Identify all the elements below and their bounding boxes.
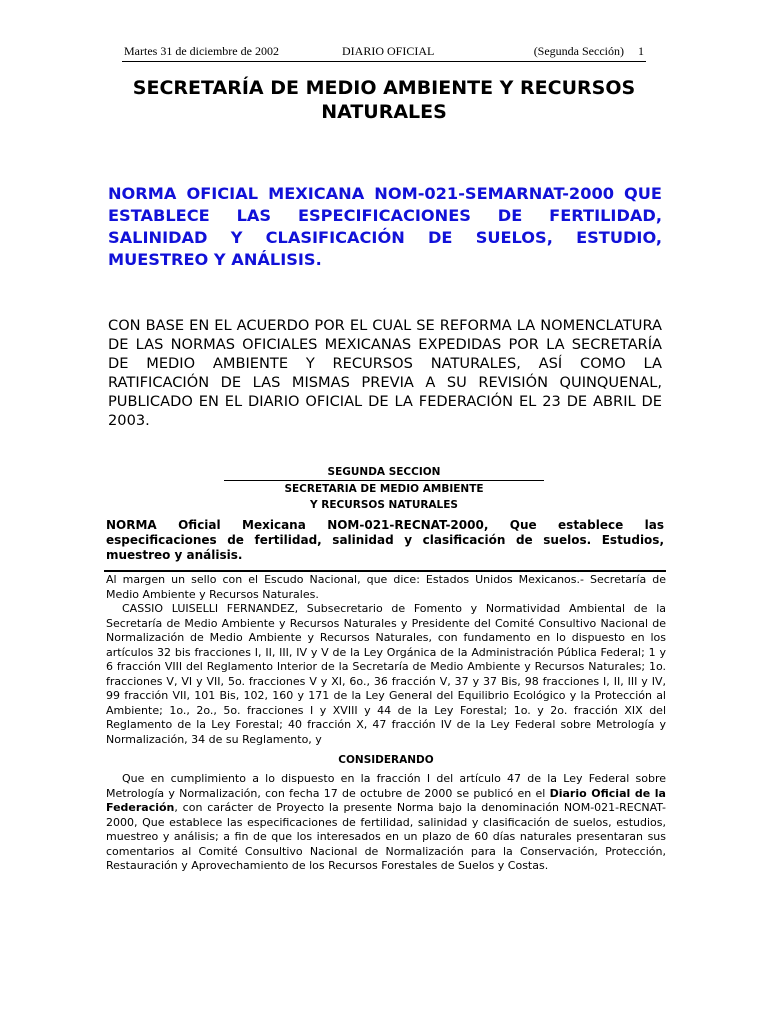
header-publication: DIARIO OFICIAL: [342, 44, 435, 58]
dof-reference: Diario Oficial de la Federación: [106, 786, 666, 814]
considerando-text-1: Que en cumplimiento a lo dispuesto en la fracción I del artículo 47 de la Ley Federal sobre Metrología y Normalización, con fecha 17 de octubre de 2000 se publicó en el: [106, 772, 666, 800]
agency-line-1: SECRETARIA DE MEDIO AMBIENTE: [284, 483, 484, 495]
body-text: [106, 573, 666, 874]
seal-paragraph: Al margen un sello con el Escudo Nacional, que dice: Estados Unidos Mexicanos.- Secretaría de Medio Ambiente y Recursos Naturales.: [106, 573, 666, 601]
authority-paragraph: CASSIO LUISELLI FERNANDEZ, Subsecretario de Fomento y Normatividad Ambiental de la Secretaría de Medio Ambiente y Recursos Naturales y Presidente del Comité Consultivo Nacional de Normalización de Medio Ambiente y Recursos Naturales, con fundamento en lo dispuesto en los artículos 32 bis fracciones I, II, III, IV y V de la Ley Orgánica de la Administración Pública Federal; 1 y 6 fracción VIII del Reglamento Interior de la Secretaría de Medio Ambiente y Recursos Naturales; 1o. fracciones V, VI y VII, 5o. fracciones V y XI, 6o., 36 fracción V, 37 y 37 Bis, 98 fracciones I, II, III y IV, 99 fracción VII, 101 Bis, 102, 160 y 171 de la Ley General del Equilibrio Ecológico y la Protección al Ambiente; 1o., 2o., 5o. fracciones I y XVIII y 44 de la Ley Forestal; 1o. y 2o. fracción XIX del Reglamento de la Ley Forestal; 40 fracción X, 47 fracción IV de la Ley Federal sobre Metrología y Normalización, 34 de su Reglamento, y: [106, 602, 666, 746]
considerando-paragraph: [106, 772, 666, 874]
header-section: (Segunda Sección): [533, 44, 624, 58]
considerando-heading: CONSIDERANDO: [338, 754, 434, 766]
running-header: [122, 43, 646, 62]
section-title: SEGUNDA SECCION: [224, 464, 544, 481]
header-page-number: 1: [638, 44, 644, 58]
norm-summary: NORMA Oficial Mexicana NOM-021-RECNAT-2000, Que establece las especificaciones de fertilidad, salinidad y clasificación de suelos. Estudios, muestreo y análisis.: [106, 518, 664, 562]
agency-line-2: Y RECURSOS NATURALES: [310, 499, 458, 511]
header-date: Martes 31 de diciembre de 2002: [124, 44, 279, 58]
divider: [104, 570, 666, 572]
section-heading: [224, 464, 544, 513]
basis-statement: CON BASE EN EL ACUERDO POR EL CUAL SE REFORMA LA NOMENCLATURA DE LAS NORMAS OFICIALES MEXICANAS EXPEDIDAS POR LA SECRETARÍA DE MEDIO AMBIENTE Y RECURSOS NATURALES, ASÍ COMO LA RATIFICACIÓN DE LAS MISMAS PREVIA A SU REVISIÓN QUINQUENAL, PUBLICADO EN EL DIARIO OFICIAL DE LA FEDERACIÓN EL 23 DE ABRIL DE 2003.: [108, 317, 662, 429]
considerando-text-2: , con carácter de Proyecto la presente Norma bajo la denominación NOM-021-RECNAT-2000, Que establece las especificaciones de fertilidad, salinidad y clasificación de suelos, estudios, muestreo y análisis; a fin de que los interesados en un plazo de 60 días naturales presentaran sus comentarios al Comité Consultivo Nacional de Normalización para la Conservación, Protección, Restauración y Aprovechamiento de los Recursos Forestales de Suelos y Costas.: [106, 801, 666, 872]
main-title: SECRETARÍA DE MEDIO AMBIENTE Y RECURSOS NATURALES: [132, 77, 636, 123]
norm-title: NORMA OFICIAL MEXICANA NOM-021-SEMARNAT-2000 QUE ESTABLECE LAS ESPECIFICACIONES DE FERTILIDAD, SALINIDAD Y CLASIFICACIÓN DE SUELOS, ESTUDIO, MUESTREO Y ANÁLISIS.: [108, 184, 662, 269]
